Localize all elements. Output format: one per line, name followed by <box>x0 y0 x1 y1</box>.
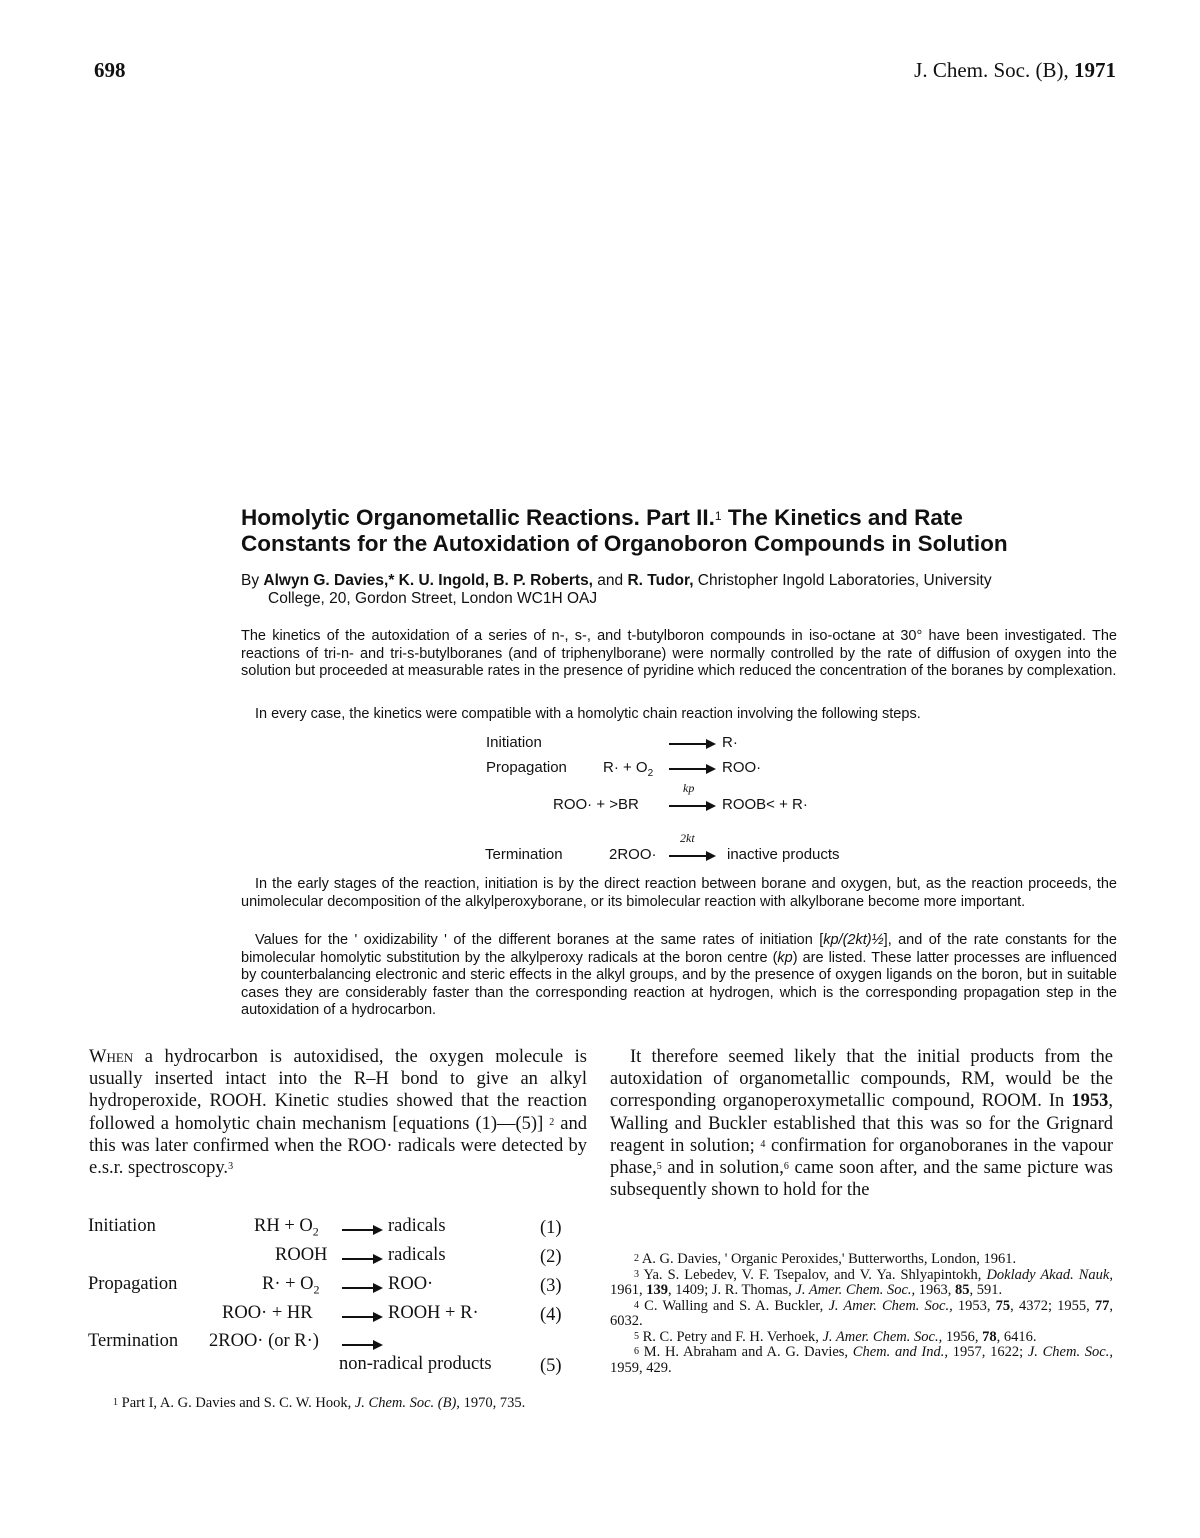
footnotes-right <box>610 1252 1113 1376</box>
body-lead-word: When <box>89 1047 134 1067</box>
equation-5-left: 2ROO· (or R·) <box>209 1331 319 1351</box>
byline-by: By <box>241 572 264 589</box>
abstract-p4-part-b: ], and of the rate constants for the bimolecular homolytic substitution by the alkylperoxy radicals at the boron centre ( <box>241 932 1117 966</box>
abstract-p4-part-c: ) are listed. These latter processes are influenced by counterbalancing electronic and steric effects in the alkyl groups, and by the presence of oxygen ligands on the boron, but in suitable cases they are considerably faster than the corresponding reaction at hydrogen, which is the corresponding propagation step in the autoxidation of a hydrocarbon. <box>241 949 1117 1018</box>
footnote-6-year-1: 1957, 1622; <box>948 1344 1028 1360</box>
equation-4-number: (4) <box>540 1305 562 1325</box>
footnote-1-journal: J. Chem. Soc. (B), <box>354 1395 460 1411</box>
body-left-text-1: a hydrocarbon is autoxidised, the oxygen molecule is usually inserted intact into the R–H bond to give an alkyl hydroperoxide, ROOH. Kinetic studies showed that the reaction followed a homolytic chain mechanism [equations (1)—(5)] <box>89 1047 587 1134</box>
page-number: 698 <box>94 58 126 82</box>
equation-2-left: ROOH <box>275 1245 328 1265</box>
equation-5-label: Termination <box>88 1331 179 1351</box>
title-footnote-ref: 1 <box>714 509 722 523</box>
equation-4-right: ROOH + R· <box>388 1303 479 1323</box>
scheme-term-right: inactive products <box>727 846 840 863</box>
footnote-3 <box>610 1268 1113 1299</box>
scheme-arrow-prop2 <box>669 805 713 807</box>
equation-3-arrow <box>342 1287 380 1289</box>
equation-1-number: (1) <box>540 1218 562 1238</box>
footnote-5-journal: J. Amer. Chem. Soc., <box>822 1328 943 1345</box>
footnote-3-volume-1: 139 <box>646 1282 668 1298</box>
scheme-initiation-product: R· <box>722 734 738 751</box>
abstract-paragraph-2: In every case, the kinetics were compatible with a homolytic chain reaction involving the following steps. <box>255 706 921 722</box>
abstract-formula-kp: kp <box>777 949 793 966</box>
footnote-5-volume: 78 <box>982 1328 997 1345</box>
footnote-3-authors: Ya. S. Lebedev, V. F. Tsepalov, and V. Ya. Shlyapintokh, <box>639 1266 987 1283</box>
scheme-termination-label: Termination <box>485 846 563 863</box>
footnote-3-volume-2: 85 <box>955 1282 970 1298</box>
footnote-4 <box>610 1299 1113 1330</box>
byline-authors: Alwyn G. Davies,* K. U. Ingold, B. P. Roberts, <box>263 572 593 589</box>
journal-year: 1971 <box>1074 58 1116 82</box>
footnote-5-number: 5 <box>634 1330 639 1342</box>
scheme-prop2-right: ROOB< + R· <box>722 796 808 813</box>
byline <box>241 572 1121 608</box>
footnote-6-year-2: 1959, 429. <box>610 1359 672 1376</box>
scheme-prop1-sub: 2 <box>647 768 654 779</box>
footnote-6 <box>610 1345 1113 1376</box>
body-right-text-2: , Walling and Buckler established that this was so for the Grignard reagent in solution; <box>610 1091 1113 1156</box>
body-left-text-2: and this was later confirmed when the ROO· radicals were detected by e.s.r. spectroscopy. <box>89 1113 587 1179</box>
scheme-arrow-initiation <box>669 743 713 745</box>
footnote-3-pages-1: , 1409; J. R. Thomas, <box>668 1282 796 1298</box>
footnote-4-pages-1: , 4372; 1955, <box>1010 1297 1095 1314</box>
equation-2-right: radicals <box>388 1245 446 1265</box>
footnote-4-year-1: 1953, <box>952 1297 996 1314</box>
equation-5-number: (5) <box>540 1356 562 1376</box>
body-ref-4: 4 <box>760 1138 766 1150</box>
abstract-paragraph-4 <box>241 932 1117 1020</box>
footnote-5-authors: R. C. Petry and F. H. Verhoek, <box>639 1328 823 1345</box>
equation-2-arrow <box>342 1258 380 1260</box>
equation-1-left-text: RH + O <box>254 1216 313 1236</box>
footnote-3-year-2: 1963, <box>915 1282 956 1298</box>
scheme-arrow-termination <box>669 855 713 857</box>
journal-name: J. Chem. Soc. (B), <box>914 58 1069 82</box>
equation-3-sub: 2 <box>313 1282 320 1297</box>
scheme-prop2-left: ROO· + >BR <box>553 796 639 813</box>
equation-1-right: radicals <box>388 1216 446 1236</box>
equation-3-right: ROO· <box>388 1274 434 1294</box>
equation-2-number: (2) <box>540 1247 562 1267</box>
equation-5-right: non-radical products <box>339 1354 492 1374</box>
body-right-text-1: It therefore seemed likely that the initial products from the autoxidation of organometallic compounds, RM, would be the corresponding organoperoxymetallic compound, ROOM. In <box>610 1047 1113 1112</box>
title-line-1: Homolytic Organometallic Reactions. Part II. <box>241 505 715 530</box>
body-right-text-3: confirmation for organoboranes in the vapour phase, <box>610 1135 1113 1179</box>
abstract-paragraph-3: In the early stages of the reaction, initiation is by the direct reaction between borane and oxygen, but, as the reaction proceeds, the unimolecular decomposition of the alkylperoxyborane, or its bimolecular reaction with alkylborane become more important. <box>241 876 1117 910</box>
equation-1-label: Initiation <box>88 1216 156 1236</box>
equation-3-left <box>262 1274 320 1298</box>
body-ref-6: 6 <box>783 1161 789 1173</box>
body-right-text-5: came soon after, and the same picture was subsequently shown to hold for the <box>610 1158 1113 1201</box>
equation-3-number: (3) <box>540 1276 562 1296</box>
equation-1-sub: 2 <box>312 1224 319 1239</box>
footnote-1-text: Part I, A. G. Davies and S. C. W. Hook, <box>118 1395 355 1411</box>
footnote-3-journal-1: Doklady Akad. Nauk, <box>986 1266 1113 1283</box>
title-line-2: Constants for the Autoxidation of Organoboron Compounds in Solution <box>241 531 1008 556</box>
body-right-year: 1953 <box>1071 1091 1109 1112</box>
equation-3-label: Propagation <box>88 1274 178 1294</box>
footnote-4-volume-2: 77 <box>1094 1297 1110 1314</box>
footnote-4-pages-2: , 6032. <box>610 1297 1114 1329</box>
abstract-p4-part-a: Values for the ' oxidizability ' of the different boranes at the same rates of initiation [ <box>255 932 824 948</box>
scheme-arrow-prop1 <box>669 768 713 770</box>
footnote-6-journal-1: Chem. and Ind., <box>852 1344 949 1360</box>
footnote-6-authors: M. H. Abraham and A. G. Davies, <box>639 1344 853 1360</box>
body-left-column <box>89 1046 587 1179</box>
scheme-prop1-left-text: R· + O <box>603 759 648 776</box>
equation-4-left: ROO· + HR <box>222 1303 313 1323</box>
byline-affiliation-1: Christopher Ingold Laboratories, University <box>693 572 992 589</box>
body-right-column <box>610 1046 1113 1201</box>
footnote-4-number: 4 <box>634 1299 639 1311</box>
footnote-4-volume-1: 75 <box>995 1297 1011 1314</box>
footnote-1-number: 1 <box>113 1397 118 1408</box>
footnote-5-pages: , 6416. <box>996 1328 1037 1345</box>
equation-1-left <box>254 1216 319 1240</box>
footnote-4-journal: J. Amer. Chem. Soc., <box>828 1297 953 1314</box>
footnote-3-year-1: 1961, <box>610 1282 647 1298</box>
equation-3-left-text: R· + O <box>262 1274 314 1294</box>
equation-1-arrow <box>342 1229 380 1231</box>
scheme-initiation-label: Initiation <box>486 734 542 751</box>
scheme-prop2-arrow-label: kp <box>683 781 695 795</box>
footnote-1 <box>89 1396 587 1412</box>
body-ref-2: 2 <box>549 1116 555 1128</box>
equation-4-arrow <box>342 1316 380 1318</box>
footnote-4-authors: C. Walling and S. A. Buckler, <box>639 1297 829 1314</box>
title-line-1-rest: The Kinetics and Rate <box>721 505 963 530</box>
footnote-6-number: 6 <box>634 1346 639 1357</box>
footnote-3-pages-2: , 591. <box>969 1282 1003 1298</box>
scheme-term-left: 2ROO· <box>609 846 657 863</box>
byline-affiliation-2: College, 20, Gordon Street, London WC1H OAJ <box>268 590 598 607</box>
footnote-3-number: 3 <box>634 1268 639 1280</box>
footnote-2-number: 2 <box>634 1253 639 1264</box>
article-title <box>241 505 1121 557</box>
footnote-2-text: A. G. Davies, ' Organic Peroxides,' Butterworths, London, 1961. <box>639 1251 1017 1267</box>
body-ref-5: 5 <box>656 1161 662 1173</box>
journal-reference <box>914 58 1116 83</box>
abstract-formula-oxidizability: kp/(2kt)½ <box>823 932 884 948</box>
footnote-3-journal-2: J. Amer. Chem. Soc., <box>795 1282 916 1298</box>
footnote-6-journal-2: J. Chem. Soc., <box>1027 1344 1113 1360</box>
body-right-text-4: and in solution, <box>661 1158 784 1179</box>
byline-and: and <box>593 572 628 589</box>
footnote-5-year: 1956, <box>942 1328 983 1345</box>
equation-5-arrow <box>342 1344 380 1346</box>
abstract-paragraph-1: The kinetics of the autoxidation of a series of n-, s-, and t-butylboron compounds in iso-octane at 30° have been investigated. The reactions of tri-n- and tri-s-butylboranes (and of triphenylborane) were normally controlled by the rate of diffusion of oxygen into the solution but proceeded at measurable rates in the presence of pyridine which reduced the concentration of the boranes by complexation. <box>241 628 1117 679</box>
body-ref-3: 3 <box>228 1161 234 1173</box>
footnote-1-rest: 1970, 735. <box>459 1395 526 1411</box>
scheme-term-arrow-label: 2kt <box>680 831 695 845</box>
scheme-prop1-left <box>603 759 653 779</box>
scheme-prop1-right: ROO· <box>722 759 762 776</box>
footnote-2 <box>610 1252 1113 1268</box>
scheme-propagation-label: Propagation <box>486 759 567 776</box>
byline-last-author: R. Tudor, <box>627 572 694 589</box>
footnote-5 <box>610 1330 1113 1346</box>
